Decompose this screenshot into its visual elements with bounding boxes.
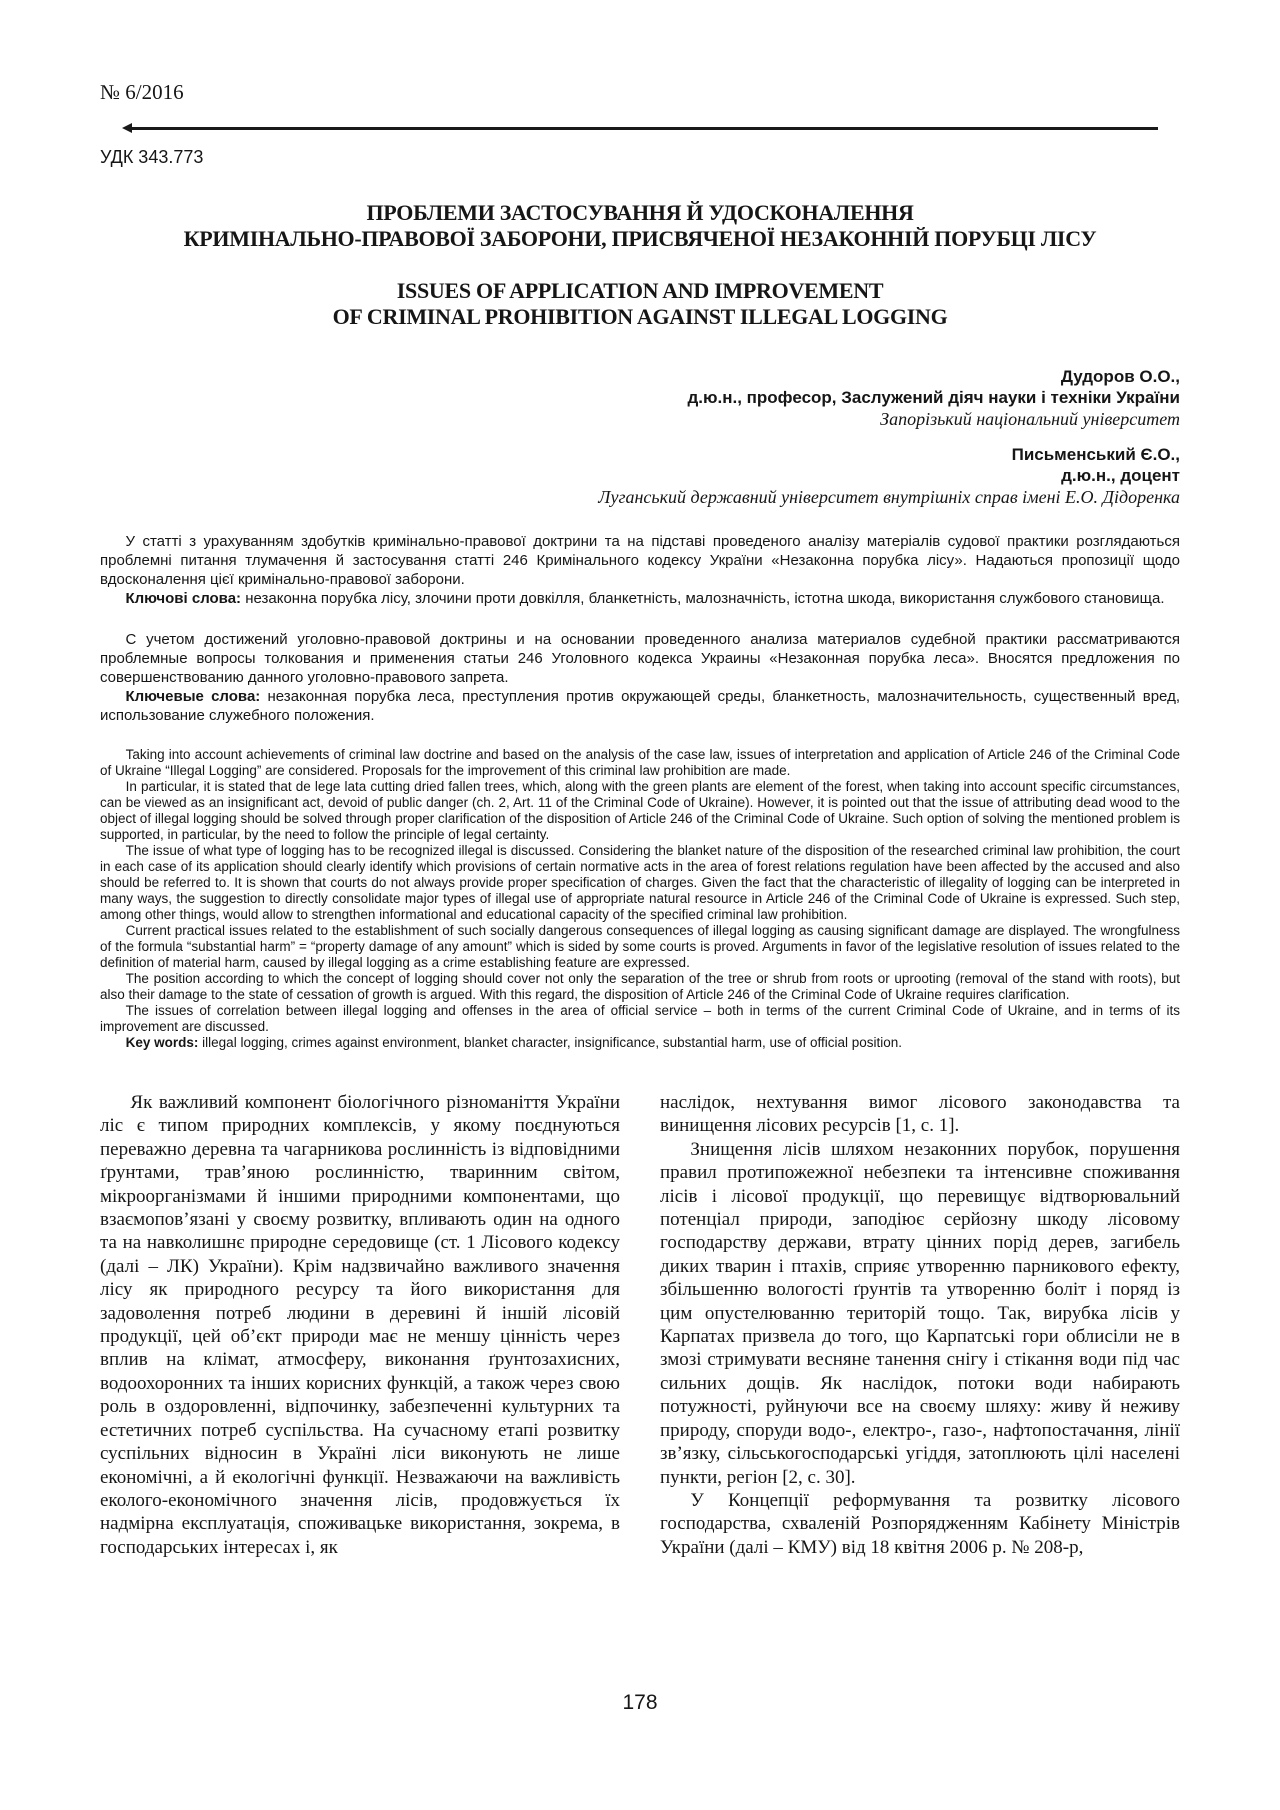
- author-name: Дудоров О.О.,: [1060, 367, 1180, 386]
- rule-line: [132, 127, 1158, 130]
- abstract-en-paragraph: In particular, it is stated that de lege lata cutting dried fallen trees, which, along with the green plants are element of the forest, when taking into account specific circumstances, can be viewed as an insignificant act, devoid of public danger (ch. 2, Art. 11 of the Criminal Code of Ukraine). However, it is pointed out that the issue of attributing dead wood to the object of illegal logging should be solved through proper clarification of the disposition of Article 246 of the Criminal Code of Ukraine. Such option of solving the mentioned problem is supported, in particular, by the need to follow the principle of legal certainty.: [100, 779, 1180, 842]
- abstract-uk-text: У статті з урахуванням здобутків кримінально-правової доктрини та на підставі проведеного аналізу матеріалів судової практики розглядаються проблемні питання тлумачення й застосування статті 246 Кримінального кодексу України «Незаконна порубка лісу». Надаються пропозиції щодо вдосконалення цієї кримінально-правової заборони.: [100, 533, 1180, 588]
- issue-label: № 6/2016: [100, 80, 184, 104]
- author-degree: д.ю.н., професор, Заслужений діяч науки і техніки України: [687, 388, 1180, 407]
- keywords-label: Ключевые слова:: [125, 688, 261, 705]
- body-paragraph: Як важливий компонент біологічного різноманіття України ліс є типом природних комплексів, у якому поєднуються переважно деревна та чагарникова рослинність із відповідними ґрунтами, трав’яною рослинністю, тваринним світом, мікроорганізмами й іншими природними компонентами, що взаємопов’язані у своєму розвитку, впливають один на одного та на навколишнє природне середовище (ст. 1 Лісового кодексу (далі – ЛК) України). Крім надзвичайно важливого значення лісу як природного ресурсу та його використання для задоволення потреб людини в деревині й іншій лісовій продукції, цей об’єкт природи має не меншу цінність через вплив на клімат, атмосферу, виконання ґрунтозахисних, водоохоронних та інших корисних функцій, а також через свою роль в оздоровленні, відпочинку, забезпеченні культурних та естетичних потреб суспільства. На сучасному етапі розвитку суспільних відносин в Україні ліси виконують не лише економічні, а й екологічні функції. Незважаючи на важливість еколого-економічного значення лісів, продовжується їх надмірна експлуатація, споживацьке використання, зокрема, в господарських інтересах і, як: [100, 1092, 620, 1558]
- article-title-en: [100, 278, 1180, 330]
- abstract-ukrainian: [100, 532, 1180, 608]
- keywords-text: незаконна порубка лісу, злочини проти довкілля, бланкетність, малозначність, істотна шкода, використання службового становища.: [241, 590, 1165, 607]
- body-columns: [100, 1091, 1180, 1559]
- abstract-ru-text: С учетом достижений уголовно-правовой доктрины и на основании проведенного анализа материалов судебной практики рассматриваются проблемные вопросы толкования и применения статьи 246 Уголовного кодекса Украины «Незаконная порубка леса». Вносятся предложения по совершенствованию данного уголовно-правового запрета.: [100, 631, 1180, 686]
- abstract-russian: [100, 630, 1180, 725]
- author-name: Письменський Є.О.,: [1011, 445, 1180, 464]
- author-degree: д.ю.н., доцент: [1061, 466, 1180, 485]
- body-paragraph: Знищення лісів шляхом незаконних порубок, порушення правил протипожежної небезпеки та інтенсивне споживання лісів і лісової продукції, що перевищує відтворювальний потенціал природи, заподіює серйозну шкоду лісовому господарству держави, втрату цінних порід дерев, загибель диких тварин і птахів, сприяє утворенню парникового ефекту, збільшенню вологості ґрунтів та утворенню боліт і поряд із цим опустелюванню територій тощо. Так, вирубка лісів у Карпатах призвела до того, що Карпатські гори облисіли не в змозі стримувати весняне танення снігу і стікання води під час сильних дощів. Як наслідок, потоки води набирають потужності, руйнуючи все на своєму шляху: живу й неживу природу, споруди водо-, електро-, газо-, нафтопостачання, лінії зв’язку, сільськогосподарські угіддя, затоплюють цілі населені пункти, регіон [2, с. 30].: [660, 1138, 1180, 1488]
- author-affiliation: Запорізький національний університет: [880, 409, 1180, 429]
- article-title-en-line2: OF CRIMINAL PROHIBITION AGAINST ILLEGAL LOGGING: [332, 304, 948, 329]
- header-rule: [122, 123, 1158, 133]
- body-column-left: [100, 1091, 620, 1559]
- keywords-label: Ключові слова:: [125, 590, 242, 607]
- article-title-uk-line2: КРИМІНАЛЬНО-ПРАВОВОЇ ЗАБОРОНИ, ПРИСВЯЧЕНОЇ НЕЗАКОННІЙ ПОРУБЦІ ЛІСУ: [183, 226, 1097, 251]
- body-paragraph: наслідок, нехтування вимог лісового законодавства та винищення лісових ресурсів [1, с. 1].: [660, 1092, 1180, 1137]
- abstract-en-keywords: [100, 1035, 1180, 1051]
- body-paragraph: У Концепції реформування та розвитку лісового господарства, схваленій Розпорядженням Кабінету Міністрів України (далі – КМУ) від 18 квітня 2006 р. № 208-р,: [660, 1489, 1180, 1558]
- keywords-label: Key words:: [125, 1035, 199, 1050]
- abstract-en-paragraph: The issue of what type of logging has to be recognized illegal is discussed. Considering the blanket nature of the disposition of the researched criminal law prohibition, the court in each case of its application should clearly identify which provisions of certain normative acts in the area of forest relations regulation have been affected by the accused and also should be referred to. It is shown that courts do not always provide proper specification of charges. Given the fact that the characteristic of illegality of logging can be interpreted in many ways, the suggestion to directly consolidate major types of illegal use of appropriate natural resource in Article 246 of the Criminal Code of Ukraine is expressed. Such step, among other things, would allow to strengthen informational and educational capacity of the specified criminal law prohibition.: [100, 843, 1180, 922]
- abstract-en-paragraph: The position according to which the concept of logging should cover not only the separation of the tree or shrub from roots or uprooting (removal of the stand with roots), but also their damage to the state of cessation of growth is argued. With this regard, the disposition of Article 246 of the Criminal Code of Ukraine requires clarification.: [100, 971, 1180, 1002]
- arrow-left-icon: [122, 123, 132, 133]
- article-title-en-line1: ISSUES OF APPLICATION AND IMPROVEMENT: [396, 278, 884, 303]
- article-title-uk: [100, 200, 1180, 252]
- abstract-uk-keywords: [100, 589, 1180, 608]
- abstract-en-paragraph: The issues of correlation between illegal logging and offenses in the area of official service – both in terms of the current Criminal Code of Ukraine, and in terms of its improvement are discussed.: [100, 1003, 1180, 1034]
- body-column-right: [660, 1091, 1180, 1559]
- abstract-ru-keywords: [100, 687, 1180, 725]
- author-affiliation: Луганський державний університет внутрішніх справ імені Е.О. Дідоренка: [598, 487, 1180, 507]
- author-block-1: [100, 366, 1180, 430]
- keywords-text: незаконная порубка леса, преступления против окружающей среды, бланкетность, малозначительность, существенный вред, использование служебного положения.: [100, 688, 1180, 724]
- abstract-english: [100, 747, 1180, 1051]
- article-title-uk-line1: ПРОБЛЕМИ ЗАСТОСУВАННЯ Й УДОСКОНАЛЕННЯ: [366, 200, 914, 225]
- page-number: 178: [622, 1691, 658, 1714]
- author-block-2: [100, 444, 1180, 508]
- udc-label: УДК 343.773: [100, 147, 204, 167]
- keywords-text: illegal logging, crimes against environment, blanket character, insignificance, substantial harm, use of official position.: [198, 1035, 903, 1050]
- abstract-en-paragraph: Current practical issues related to the establishment of such socially dangerous consequences of illegal logging as causing significant damage are displayed. The wrongfulness of the formula “substantial harm” = “property damage of any amount” which is sided by some courts is proved. Arguments in favor of the legislative resolution of issues related to the definition of material harm, caused by illegal logging as a crime establishing feature are expressed.: [100, 923, 1180, 970]
- abstract-en-paragraph: Taking into account achievements of criminal law doctrine and based on the analysis of the case law, issues of interpretation and application of Article 246 of the Criminal Code of Ukraine “Illegal Logging” are considered. Proposals for the improvement of this criminal law prohibition are made.: [100, 747, 1180, 778]
